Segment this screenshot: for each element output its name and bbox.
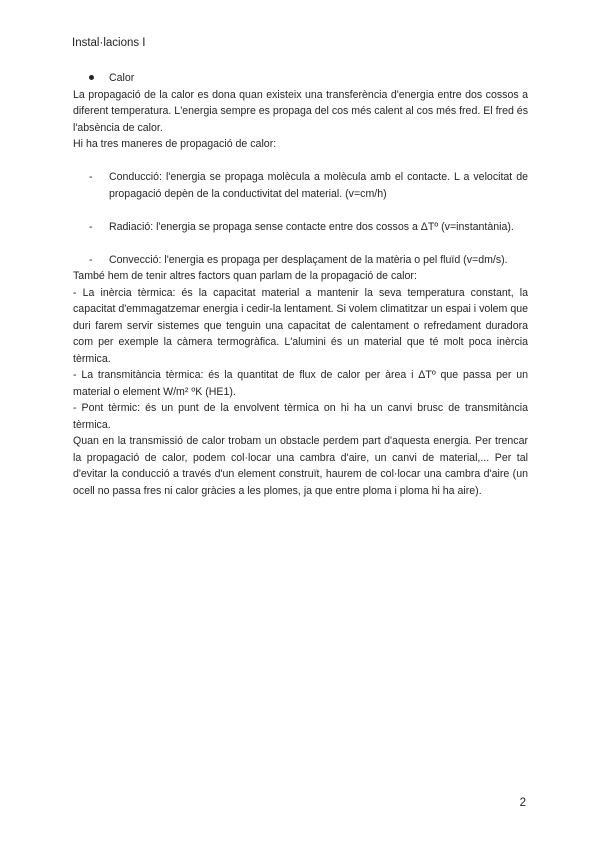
mode-text: Radiació: l'energia se propaga sense contacte entre dos cossos a ΔTº (v=instantània).: [109, 220, 514, 233]
document-body: [73, 70, 528, 499]
page-header-title: Instal·lacions I: [72, 37, 146, 49]
mode-item-conduction: [73, 169, 528, 202]
dash-marker: -: [89, 220, 93, 233]
modes-intro: Hi ha tres maneres de propagació de calor:: [73, 138, 277, 150]
factor-thermal-inertia: - La inèrcia tèrmica: és la capacitat material a mantenir la seva temperatura constant, la capacitat d'emmagatzemar energia i cedir-la lentament. Si volem climatitzar un espai i volem que duri farem servir sistemes que tenguin una capacitat de calentament o refredament duradora com per exemple la càmera termogràfica. L'alumini és un material que té molt poca inèrcia tèrmica.: [73, 286, 528, 365]
factor-thermal-bridge: - Pont tèrmic: és un punt de la envolvent tèrmica on hi ha un canvi brusc de transmitància tèrmica.: [73, 402, 528, 431]
section-title: Calor: [109, 72, 135, 84]
factor-transmittance: - La transmitància tèrmica: és la quantitat de flux de calor per àrea i ΔTº que passa per un material o element W/m² ºK (HE1).: [73, 369, 528, 398]
closing-paragraph: Quan en la transmissió de calor trobam un obstacle perdem part d'aquesta energia. Per trencar la propagació de calor, podem col·locar una cambra d'aire, un canvi de material,... Per tal d'evitar la conducció a través d'un element construït, haurem de col·locar una cambra d'aire (un ocell no passa fres ni calor gràcies a les plomes, ja que entre ploma i ploma hi ha aire).: [73, 435, 528, 497]
factors-intro: També hem de tenir altres factors quan parlam de la propagació de calor:: [73, 270, 417, 282]
bullet-icon: [89, 75, 94, 80]
mode-item-convection: [73, 252, 528, 269]
dash-marker: -: [89, 171, 93, 183]
mode-text: Conducció: l'energia se propaga molècula a molècula amb el contacte. L a velocitat de propagació depèn de la conductivitat del material. (v=cm/h): [109, 171, 528, 200]
dash-marker: -: [89, 253, 93, 266]
section-heading: [73, 70, 528, 87]
intro-paragraph: La propagació de la calor es dona quan existeix una transferència d'energia entre dos cossos a diferent temperatura. L'energia sempre es propaga del cos més calent al cos més fred. El fred és l'absència de calor.: [73, 88, 528, 134]
mode-item-radiation: [73, 219, 528, 236]
mode-text: Convecció: l'energia es propaga per desplaçament de la matèria o pel fluïd (v=dm/s).: [109, 253, 508, 266]
page-number: 2: [519, 797, 526, 809]
